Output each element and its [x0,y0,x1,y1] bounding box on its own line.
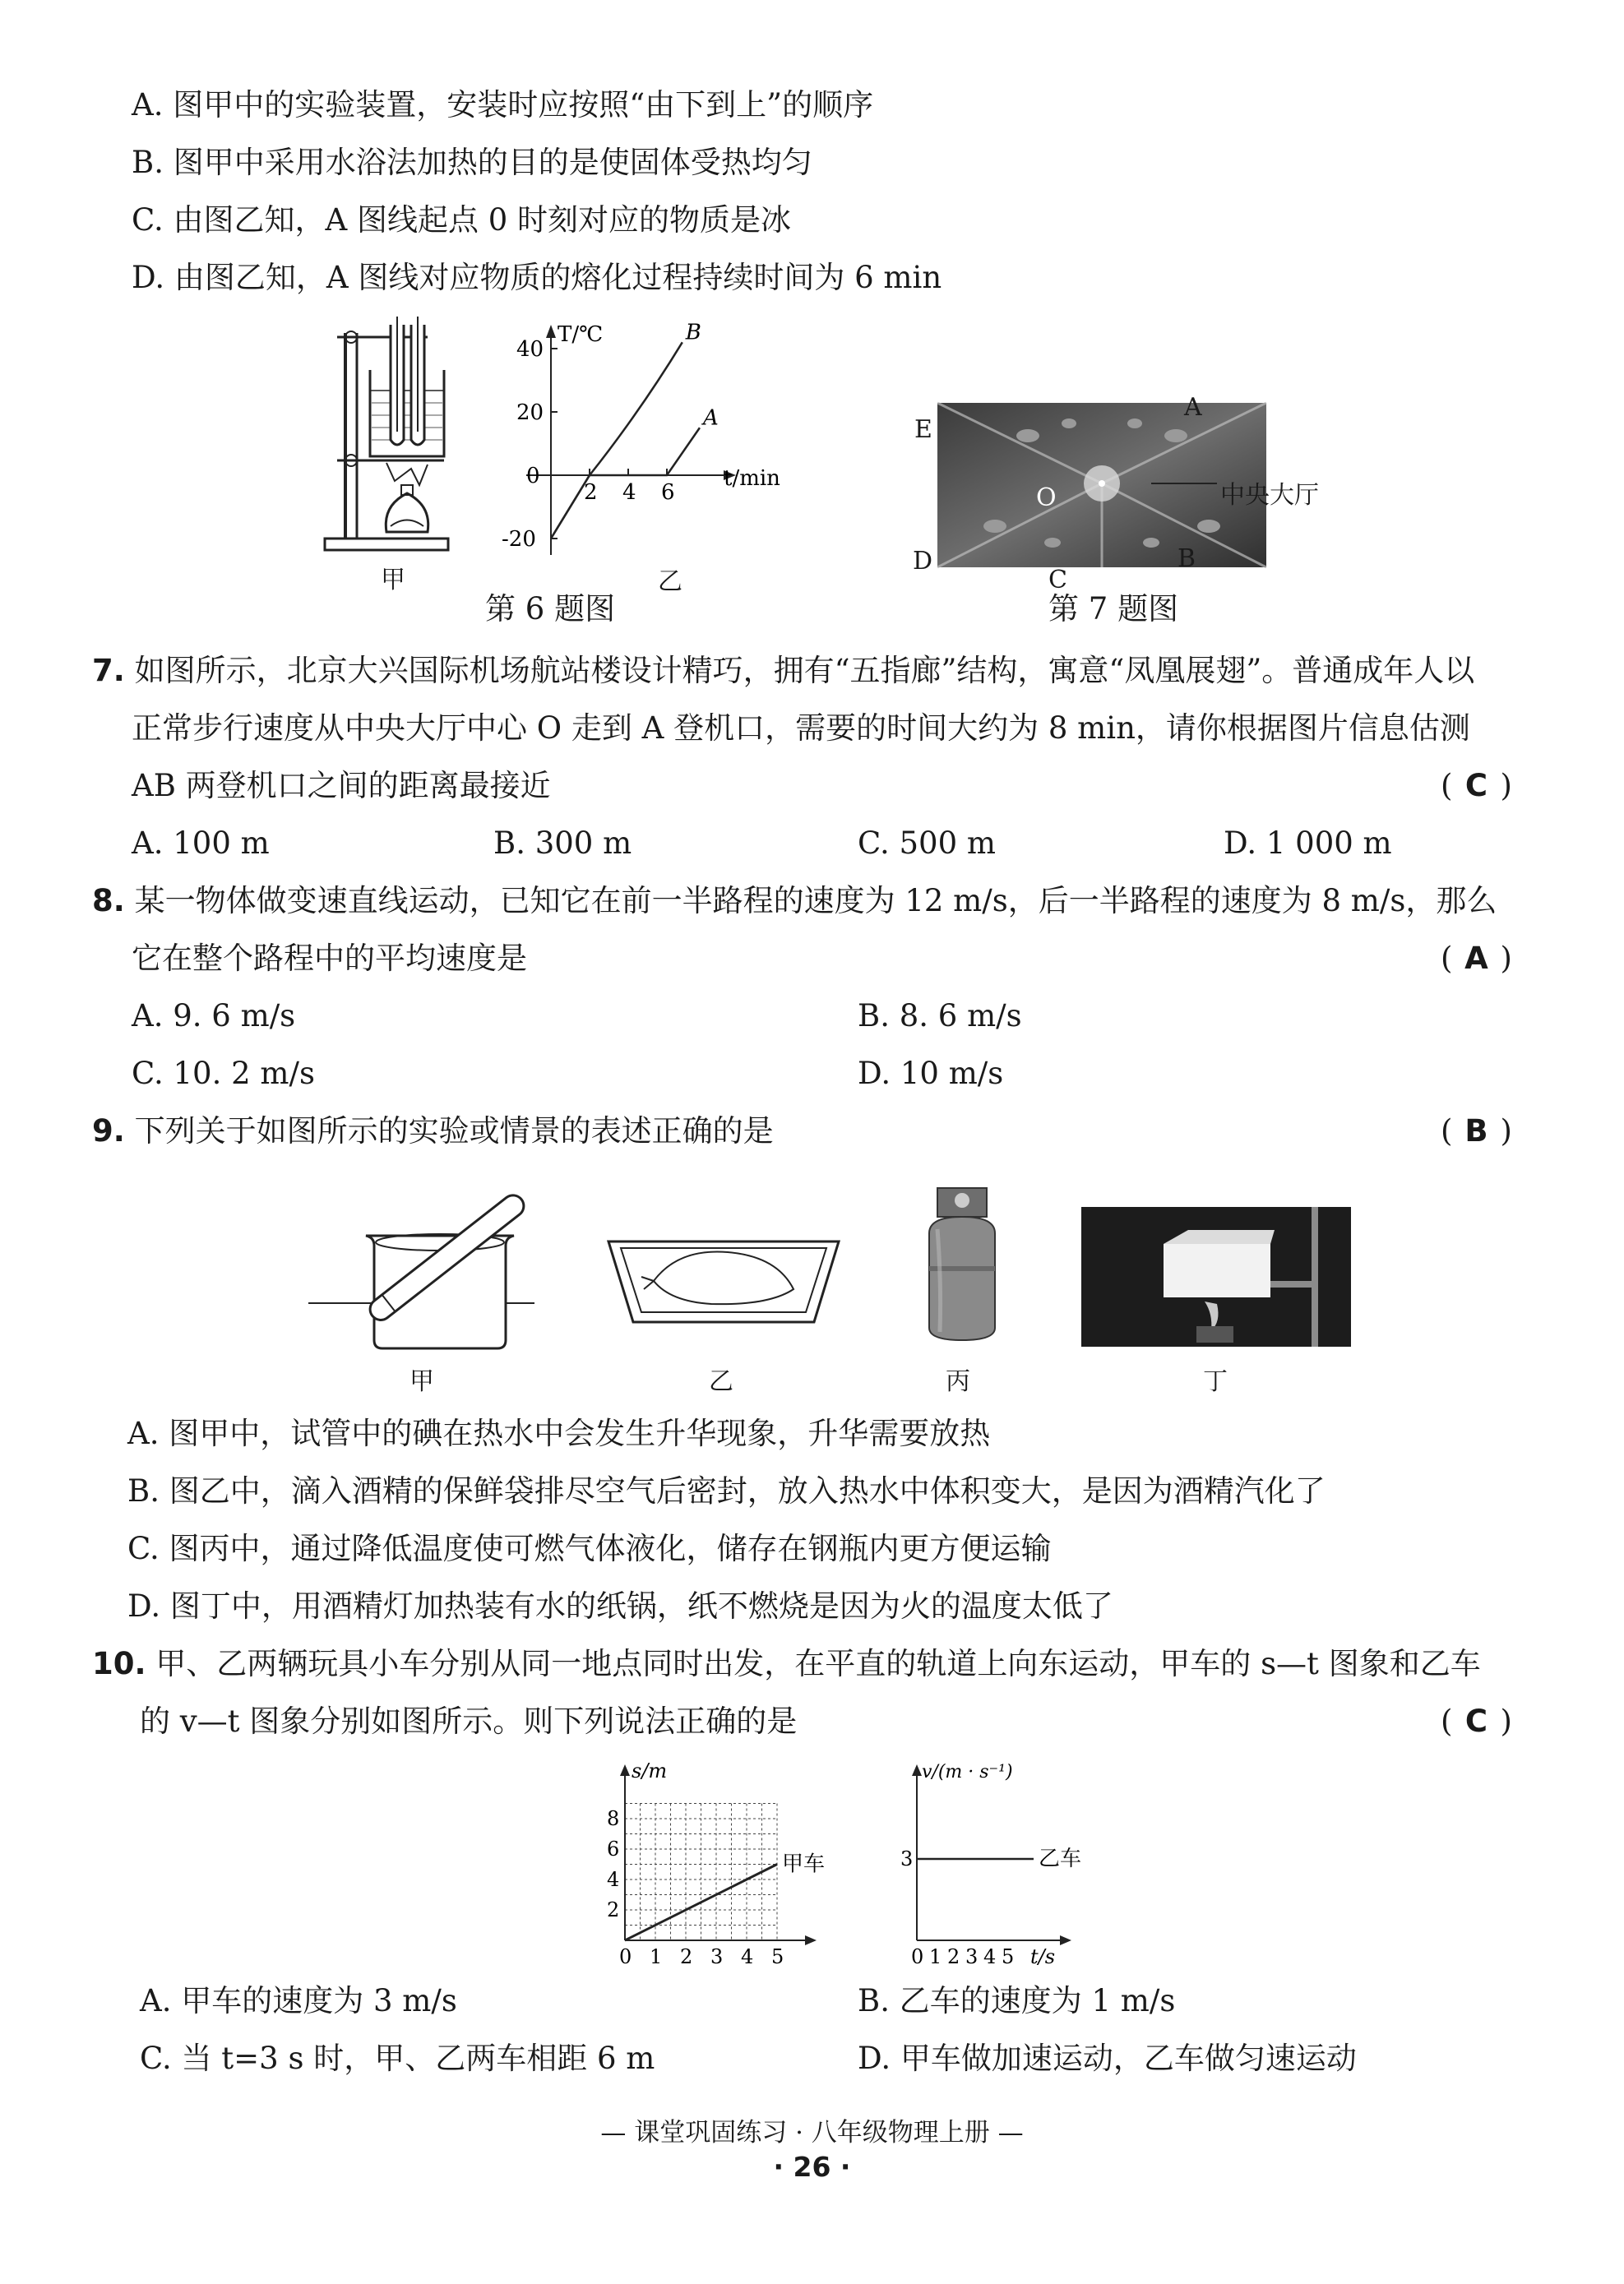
q9-option-c: C. 图丙中，通过降低温度使可燃气体液化，储存在钢瓶内更方便运输 [127,1531,1052,1566]
st-x-arrow [805,1935,817,1945]
fig7-point-e: E [914,415,932,444]
q9-number: 9. [92,1113,125,1149]
fig6-curve-label-b: B [685,320,701,345]
fig6-label-right: 乙 [658,567,682,596]
vt-x-axis-label: t/s [1030,1945,1056,1968]
fig7-point-d: D [913,547,933,576]
vt-x-tick-label: 5 [1002,1945,1015,1968]
q8-stem-line-2: 它在整个路程中的平均速度是 [132,941,527,976]
q9-fig-label-bing: 丙 [946,1367,970,1396]
q9-option-d: D. 图丁中，用酒精灯加热装有水的纸锅，纸不燃烧是因为火的温度太低了 [127,1588,1113,1624]
q6-option-b: B. 图甲中采用水浴法加热的目的是使固体受热均匀 [132,145,812,180]
st-y-tick-label: 4 [607,1868,620,1891]
fig6-x-tick-label: 6 [661,480,675,505]
vt-x-arrow [1060,1935,1071,1945]
q10-option-a: A. 甲车的速度为 3 m/s [140,1983,457,2018]
st-y-tick-label: 6 [607,1838,620,1861]
q9-option-b: B. 图乙中，滴入酒精的保鲜袋排尽空气后密封，放入热水中体积变大，是因为酒精汽化了 [127,1473,1326,1509]
q9-stem: 9. 下列关于如图所示的实验或情景的表述正确的是 [92,1113,774,1149]
q8-stem-line-1: 8. 某一物体做变速直线运动，已知它在前一半路程的速度为 12 m/s，后一半路程的速度为 8 m/s，那么 [92,883,1497,918]
q7-number: 7. [92,653,125,688]
q7-stem-line-3: AB 两登机口之间的距离最接近 [132,768,551,803]
q7-option-c: C. 500 m [858,825,996,861]
fig6-y-axis-label: T/℃ [558,322,604,347]
vt-series-label: 乙车 [1039,1847,1082,1871]
q8-option-d: D. 10 m/s [858,1056,1004,1091]
q10-option-d: D. 甲车做加速运动，乙车做匀速运动 [858,2041,1357,2076]
fig6-x-tick-label: 2 [584,480,598,505]
fig6-caption: 第 6 题图 [485,591,616,626]
q10-option-b: B. 乙车的速度为 1 m/s [858,1983,1176,2018]
fig6-x-tick-label: 4 [622,480,636,505]
q7-option-d: D. 1 000 m [1224,825,1392,861]
fig6-y-tick-label: -20 [502,527,536,552]
q6-option-d: D. 由图乙知，A 图线对应物质的熔化过程持续时间为 6 min [132,260,942,295]
st-y-arrow [620,1764,630,1776]
fig6-series-b [551,342,682,539]
q8-option-b: B. 8. 6 m/s [858,998,1022,1033]
vt-y-arrow [912,1764,922,1776]
fig7-callout-label: 中央大厅 [1220,481,1319,510]
st-x-tick-label: 0 [619,1945,632,1968]
q9-option-a: A. 图甲中，试管中的碘在热水中会发生升华现象，升华需要放热 [127,1416,991,1451]
fig6-y-tick-label: 40 [516,337,544,362]
st-x-tick-label: 5 [771,1945,784,1968]
q8-number: 8. [92,883,125,918]
q10-option-c: C. 当 t=3 s 时，甲、乙两车相距 6 m [140,2041,655,2076]
q10-stem-line-2: 的 v—t 图象分别如图所示。则下列说法正确的是 [140,1704,798,1739]
st-series-label: 甲车 [782,1852,826,1877]
fig6-temperature-chart [493,317,789,571]
st-x-tick-label: 4 [741,1945,754,1968]
q9-fig-label-ding: 丁 [1203,1367,1228,1396]
q7-stem-line-1: 7. 如图所示，北京大兴国际机场航站楼设计精巧，拥有“五指廊”结构，寓意“凤凰展翅”。普通成年人以 [92,653,1475,688]
q9-answer: ( B ) [1441,1113,1512,1149]
q10-number: 10. [92,1646,146,1681]
q10-vt-chart [892,1759,1122,1973]
q8-option-c: C. 10. 2 m/s [132,1056,315,1091]
vt-x-tick-label: 2 [947,1945,960,1968]
q8-option-a: A. 9. 6 m/s [132,998,296,1033]
page-number: · 26 · [773,2151,851,2183]
vt-y-axis-label: v/(m · s⁻¹) [922,1762,1013,1782]
q9-fig-jia [308,1172,547,1361]
q7-stem-line-2: 正常步行速度从中央大厅中心 O 走到 A 登机口，需要的时间大约为 8 min，请你根据图片信息估测 [132,710,1470,746]
vt-x-tick-label: 3 [965,1945,979,1968]
footer-title: — 课堂巩固练习 · 八年级物理上册 — [600,2118,1024,2148]
vt-x-tick-label: 1 [929,1945,942,1968]
st-x-tick-label: 3 [710,1945,724,1968]
vt-y-tick-label: 3 [900,1847,914,1870]
fig7-point-c: C [1048,566,1067,594]
q9-fig-ding [1081,1207,1351,1347]
fig6-x-axis-label: t/min [724,466,780,491]
q10-st-chart [588,1759,859,1973]
q7-option-b: B. 300 m [493,825,632,861]
q7-answer: ( C ) [1441,768,1512,803]
q8-answer: ( A ) [1441,941,1512,976]
fig6-y-tick-label: 20 [516,400,544,425]
st-y-axis-label: s/m [632,1759,668,1782]
q9-fig-yi [604,1232,843,1338]
fig7-point-a: A [1184,393,1202,422]
fig6-apparatus [321,317,477,563]
st-x-tick-label: 1 [650,1945,663,1968]
fig6-curve-label-a: A [702,405,719,431]
q6-option-c: C. 由图乙知，A 图线起点 0 时刻对应的物质是冰 [132,202,792,238]
vt-x-tick-label: 0 [911,1945,924,1968]
q6-option-a: A. 图甲中的实验装置，安装时应按照“由下到上”的顺序 [132,87,874,123]
fig7-caption: 第 7 题图 [1048,591,1179,626]
st-x-tick-label: 2 [680,1945,693,1968]
q7-option-a: A. 100 m [132,825,270,861]
fig6-label-left: 甲 [381,566,405,594]
q9-fig-label-jia: 甲 [409,1367,434,1396]
q9-fig-bing [917,1184,1007,1348]
st-y-tick-label: 8 [607,1807,620,1830]
q10-stem-line-1: 10. 甲、乙两辆玩具小车分别从同一地点同时出发，在平直的轨道上向东运动，甲车的 s—t 图象和乙车 [92,1646,1481,1681]
fig6-y-tick-label: 0 [526,464,540,488]
q9-fig-label-yi: 乙 [709,1367,733,1396]
fig7-point-b: B [1178,544,1196,573]
st-y-tick-label: 2 [607,1898,620,1921]
q10-answer: ( C ) [1441,1704,1512,1739]
fig7-point-o: O [1036,483,1057,512]
vt-x-tick-label: 4 [983,1945,997,1968]
